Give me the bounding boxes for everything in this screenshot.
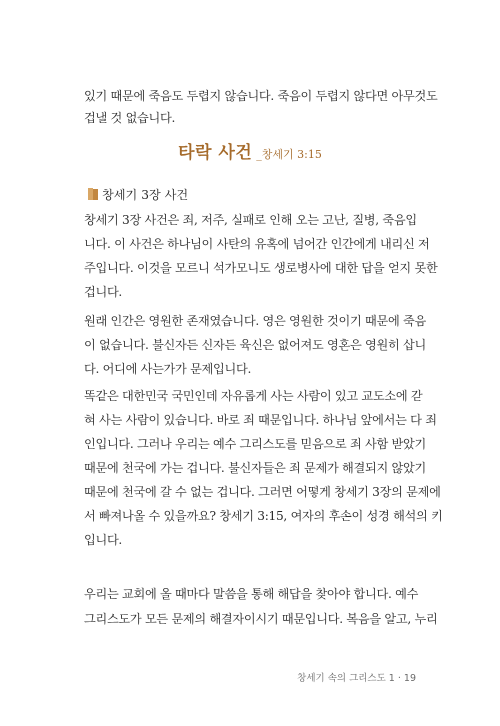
subheading xyxy=(88,186,188,204)
paragraph-2-line-1: 원래 인간은 영원한 존재였습니다. 영은 영원한 것이기 때문에 죽음 xyxy=(84,314,426,328)
paragraph-1-line-4: 겁니다. xyxy=(84,285,122,299)
section-title-reference: _창세기 3:15 xyxy=(256,148,322,161)
intro-line-1: 있기 때문에 죽음도 두렵지 않습니다. 죽음이 두렵지 않다면 아무것도 xyxy=(84,89,438,103)
paragraph-2-line-3: 다. 어디에 사는가가 문제입니다. xyxy=(84,362,252,376)
section-title-main: 타락 사건 xyxy=(178,143,253,163)
paragraph-3-line-6: 서 빠져나올 수 있을까요? 창세기 3:15, 여자의 후손이 성경 해석의 키 xyxy=(84,509,443,523)
book-icon xyxy=(88,188,98,200)
paragraph-3-line-1: 똑같은 대한민국 국민인데 자유롭게 사는 사람이 있고 교도소에 갇 xyxy=(84,389,423,403)
intro-line-2: 겁낼 것 없습니다. xyxy=(84,111,176,125)
paragraph-2-line-2: 이 없습니다. 불신자든 신자든 육신은 없어져도 영혼은 영원히 삽니 xyxy=(84,338,426,352)
paragraph-4-line-2: 그리스도가 모든 문제의 해결자이시기 때문입니다. 복음을 알고, 누리 xyxy=(84,612,438,626)
paragraph-1-line-1: 창세기 3장 사건은 죄, 저주, 실패로 인해 오는 고난, 질병, 죽음입 xyxy=(84,213,417,227)
paragraph-3-line-4: 때문에 천국에 가는 겁니다. 불신자들은 죄 문제가 해결되지 않았기 xyxy=(84,461,426,475)
page-footer: 창세기 속의 그리스도 1 · 19 xyxy=(297,673,416,684)
paragraph-3-line-3: 인입니다. 그러나 우리는 예수 그리스도를 믿음으로 죄 사함 받았기 xyxy=(84,437,426,451)
paragraph-3-line-2: 혀 사는 사람이 있습니다. 바로 죄 때문입니다. 하나님 앞에서는 다 죄 xyxy=(84,413,437,427)
paragraph-3-line-5: 때문에 천국에 갈 수 없는 겁니다. 그러면 어떻게 창세기 3장의 문제에 xyxy=(84,485,441,499)
paragraph-1-line-3: 주입니다. 이것을 모르니 석가모니도 생로병사에 대한 답을 얻지 못한 xyxy=(84,261,438,275)
section-title xyxy=(0,138,500,163)
paragraph-1-line-2: 니다. 이 사건은 하나님이 사탄의 유혹에 넘어간 인간에게 내리신 저 xyxy=(84,237,430,251)
paragraph-3-line-7: 입니다. xyxy=(84,533,122,547)
subheading-label: 창세기 3장 사건 xyxy=(102,188,189,202)
paragraph-4-line-1: 우리는 교회에 올 때마다 말씀을 통해 해답을 찾아야 합니다. 예수 xyxy=(84,587,419,601)
